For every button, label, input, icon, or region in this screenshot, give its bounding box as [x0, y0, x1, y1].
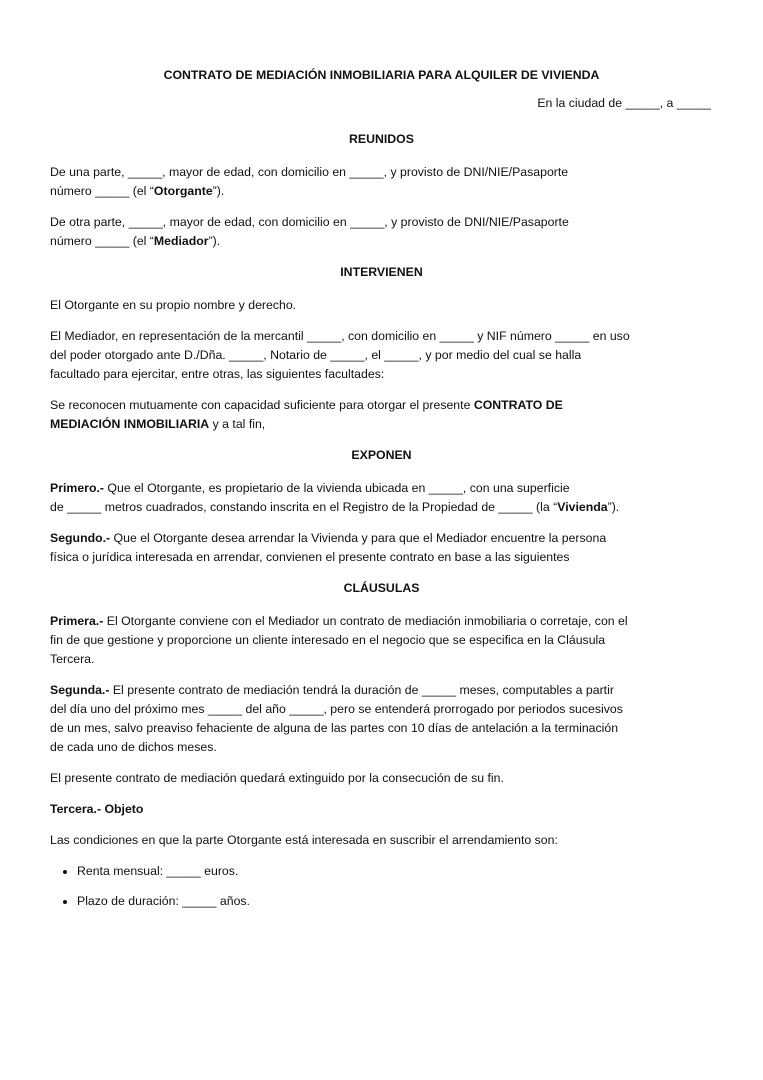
text: ”).: [208, 234, 221, 248]
paragraph-mediador-representacion: [50, 327, 713, 384]
paragraph-otorgante: [50, 163, 713, 201]
text: de un mes, salvo preaviso fehaciente de alguna de las partes con 10 días de antelación a la terminación: [50, 721, 619, 735]
paragraph-otorgante-derecho: El Otorgante en su propio nombre y derecho.: [50, 298, 297, 312]
place-date-line: En la ciudad de _____, a _____: [537, 96, 711, 110]
text: El Otorgante conviene con el Mediador un contrato de mediación inmobiliaria o corretaje, con el: [103, 614, 628, 628]
text: Que el Otorgante, es propietario de la vivienda ubicada en _____, con una superficie: [104, 481, 570, 495]
clause-label: Primera.-: [50, 614, 104, 628]
bold-term: CONTRATO DE: [473, 398, 563, 412]
paragraph-clausula-segunda: [50, 681, 713, 757]
text: de cada uno de dichos meses.: [50, 740, 217, 754]
clause-label: Segunda.-: [50, 683, 110, 697]
text: del día uno del próximo mes _____ del año _____, pero se entenderá prorrogado por periodos sucesivos: [50, 702, 623, 716]
text: El presente contrato de mediación tendrá la duración de _____ meses, computables a partir: [109, 683, 614, 697]
clause-heading-tercera: Tercera.- Objeto: [50, 802, 144, 816]
text: Que el Otorgante desea arrendar la Vivienda y para que el Mediador encuentre la persona: [110, 531, 607, 545]
heading-exponen: EXPONEN: [351, 448, 412, 462]
text: número _____ (el “: [50, 234, 154, 248]
bold-term: MEDIACIÓN INMOBILIARIA: [50, 417, 210, 431]
text: del poder otorgado ante D./Dña. _____, Notario de _____, el _____, y por medio del cual se halla: [50, 348, 582, 362]
text: física o jurídica interesada en arrendar, convienen el presente contrato en base a las siguientes: [50, 550, 570, 564]
paragraph-extincion: El presente contrato de mediación quedará extinguido por la consecución de su fin.: [50, 771, 504, 785]
text: El Mediador, en representación de la mercantil _____, con domicilio en _____ y NIF número _____ en uso: [50, 329, 630, 343]
list-item: • Renta mensual: _____ euros.: [77, 862, 713, 881]
paragraph-clausula-primera: [50, 612, 713, 669]
clause-label: Primero.-: [50, 481, 104, 495]
bold-term: Mediador: [153, 234, 209, 248]
heading-clausulas: CLÁUSULAS: [343, 581, 420, 595]
bold-term: Otorgante: [153, 184, 213, 198]
document-title: CONTRATO DE MEDIACIÓN INMOBILIARIA PARA ALQUILER DE VIVIENDA: [163, 68, 600, 82]
clause-label: Segundo.-: [50, 531, 111, 545]
text: ”).: [607, 500, 620, 514]
text: de _____ metros cuadrados, constando inscrita en el Registro de la Propiedad de _____ (la “: [50, 500, 558, 514]
text: facultado para ejercitar, entre otras, las siguientes facultades:: [50, 367, 385, 381]
text: De una parte, _____, mayor de edad, con domicilio en _____, y provisto de DNI/NIE/Pasaporte: [50, 165, 569, 179]
text: ”).: [212, 184, 225, 198]
paragraph-capacidad: [50, 396, 713, 434]
conditions-list: [50, 862, 713, 911]
text: y a tal fin,: [209, 417, 266, 431]
text: Tercera.: [50, 652, 95, 666]
paragraph-condiciones: Las condiciones en que la parte Otorgante está interesada en suscribir el arrendamiento son:: [50, 833, 558, 847]
list-item: • Plazo de duración: _____ años.: [77, 892, 713, 911]
text: De otra parte, _____, mayor de edad, con domicilio en _____, y provisto de DNI/NIE/Pasaporte: [50, 215, 569, 229]
heading-intervienen: INTERVIENEN: [340, 265, 423, 279]
text: Se reconocen mutuamente con capacidad suficiente para otorgar el presente: [50, 398, 474, 412]
heading-reunidos: REUNIDOS: [349, 132, 414, 146]
paragraph-expone-segundo: [50, 529, 713, 567]
bold-term: Vivienda: [557, 500, 608, 514]
text: fin de que gestione y proporcione un cliente interesado en el negocio que se especifica en la Cláusula: [50, 633, 606, 647]
paragraph-mediador: [50, 213, 713, 251]
paragraph-expone-primero: [50, 479, 713, 517]
text: número _____ (el “: [50, 184, 154, 198]
